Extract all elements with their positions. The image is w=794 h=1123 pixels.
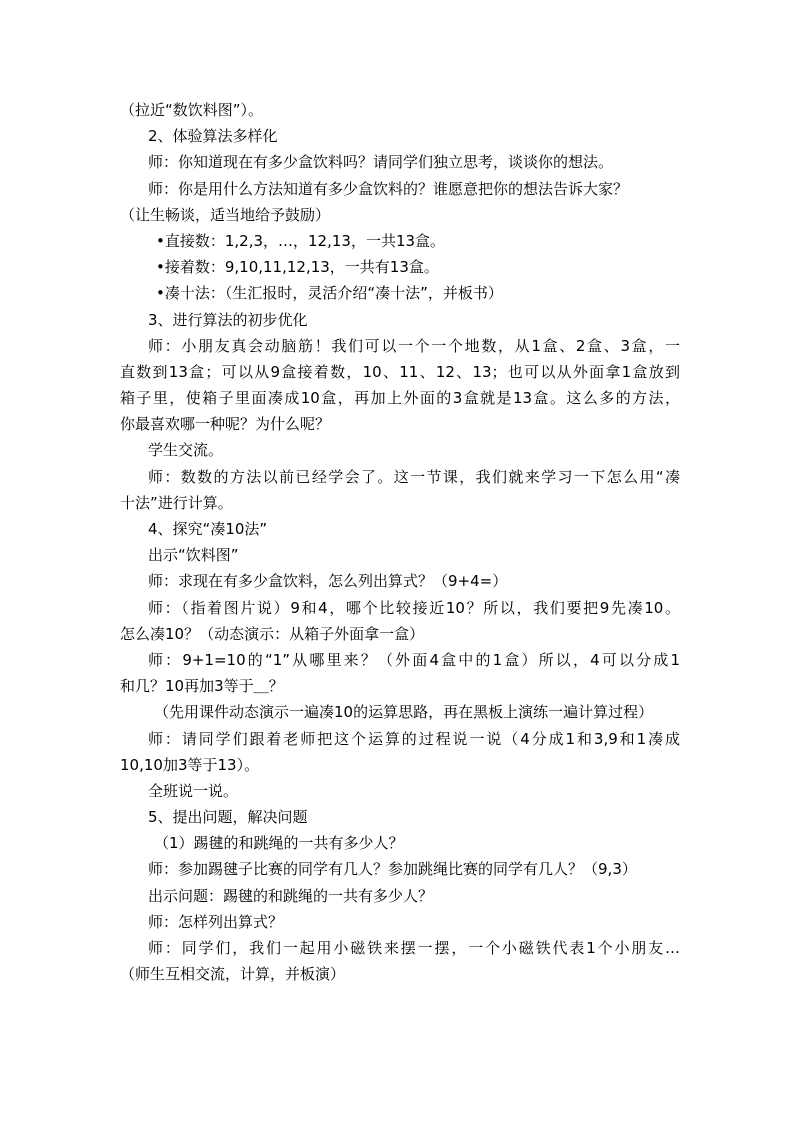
bullet-item: •凑十法：（生汇报时，灵活介绍“凑十法”，并板书） (156, 284, 503, 303)
text-line: 师：数数的方法以前已经学会了。这一节课，我们就来学习一下怎么用“凑 (148, 467, 680, 486)
text-line: 师：同学们，我们一起用小磁铁来摆一摆，一个小磁铁代表1个小朋友… (148, 939, 680, 957)
section-heading: 4、探究“凑10法” (148, 520, 268, 538)
text-line: 和几？10再加3等于＿？ (120, 677, 284, 696)
text-line: 师：求现在有多少盒饮料，怎么列出算式？（9+4=） (148, 572, 508, 591)
document-body (120, 97, 680, 987)
section-heading: 3、进行算法的初步优化 (148, 310, 308, 329)
text-line: 师：（指着图片说）9和4，哪个比较接近10？所以，我们要把9先凑10。 (148, 598, 680, 617)
text-line: 十法”进行计算。 (120, 493, 233, 512)
text-line: 师：你知道现在有多少盒饮料吗？请同学们独立思考，谈谈你的想法。 (148, 153, 614, 172)
text-line: 学生交流。 (148, 441, 224, 460)
bullet-item: •接着数：9,10,11,12,13，一共有13盒。 (156, 258, 439, 277)
text-line: 10,10加3等于13）。 (120, 755, 260, 774)
text-line: 怎么凑10？（动态演示：从箱子外面拿一盒） (120, 624, 425, 643)
text-line: 箱子里，使箱子里面凑成10盒，再加上外面的3盒就是13盒。这么多的方法， (120, 389, 680, 408)
text-line: （先用课件动态演示一遍凑10的运算思路，再在黑板上演练一遍计算过程） (154, 703, 654, 722)
text-line: （拉近“数饮料图”）。 (120, 101, 264, 119)
text-line: 师：怎样列出算式？ (148, 912, 284, 931)
text-line: 全班说一说。 (148, 781, 239, 800)
text-line: 你最喜欢哪一种呢？为什么呢？ (120, 415, 331, 434)
section-heading: 2、体验算法多样化 (148, 127, 278, 146)
text-line: 师：你是用什么方法知道有多少盒饮料的？谁愿意把你的想法告诉大家？ (148, 179, 629, 198)
text-line: 出示问题：踢毽的和跳绳的一共有多少人？ (148, 886, 434, 905)
text-line: 师：请同学们跟着老师把这个运算的过程说一说（4分成1和3,9和1凑成 (148, 729, 680, 748)
text-line: 师：小朋友真会动脑筋！我们可以一个一个地数，从1盒、2盒、3盒，一 (148, 336, 680, 355)
bullet-item: •直接数：1,2,3，…，12,13，一共13盒。 (156, 231, 446, 250)
text-line: （让生畅谈，适当地给予鼓励） (120, 205, 331, 224)
text-line: 师：9+1=10的“1”从哪里来？（外面4盒中的1盒）所以，4可以分成1 (148, 650, 680, 669)
section-heading: 5、提出问题，解决问题 (148, 808, 308, 827)
text-line: （师生互相交流，计算，并板演） (120, 965, 346, 984)
text-line: 出示“饮料图” (148, 546, 239, 565)
text-line: 直数到13盒；可以从9盒接着数，10、11、12、13；也可以从外面拿1盒放到 (120, 362, 680, 381)
text-line: 师：参加踢毽子比赛的同学有几人？参加跳绳比赛的同学有几人？（9,3） (148, 860, 637, 879)
text-line: （1）踢毽的和跳绳的一共有多少人？ (154, 834, 404, 853)
